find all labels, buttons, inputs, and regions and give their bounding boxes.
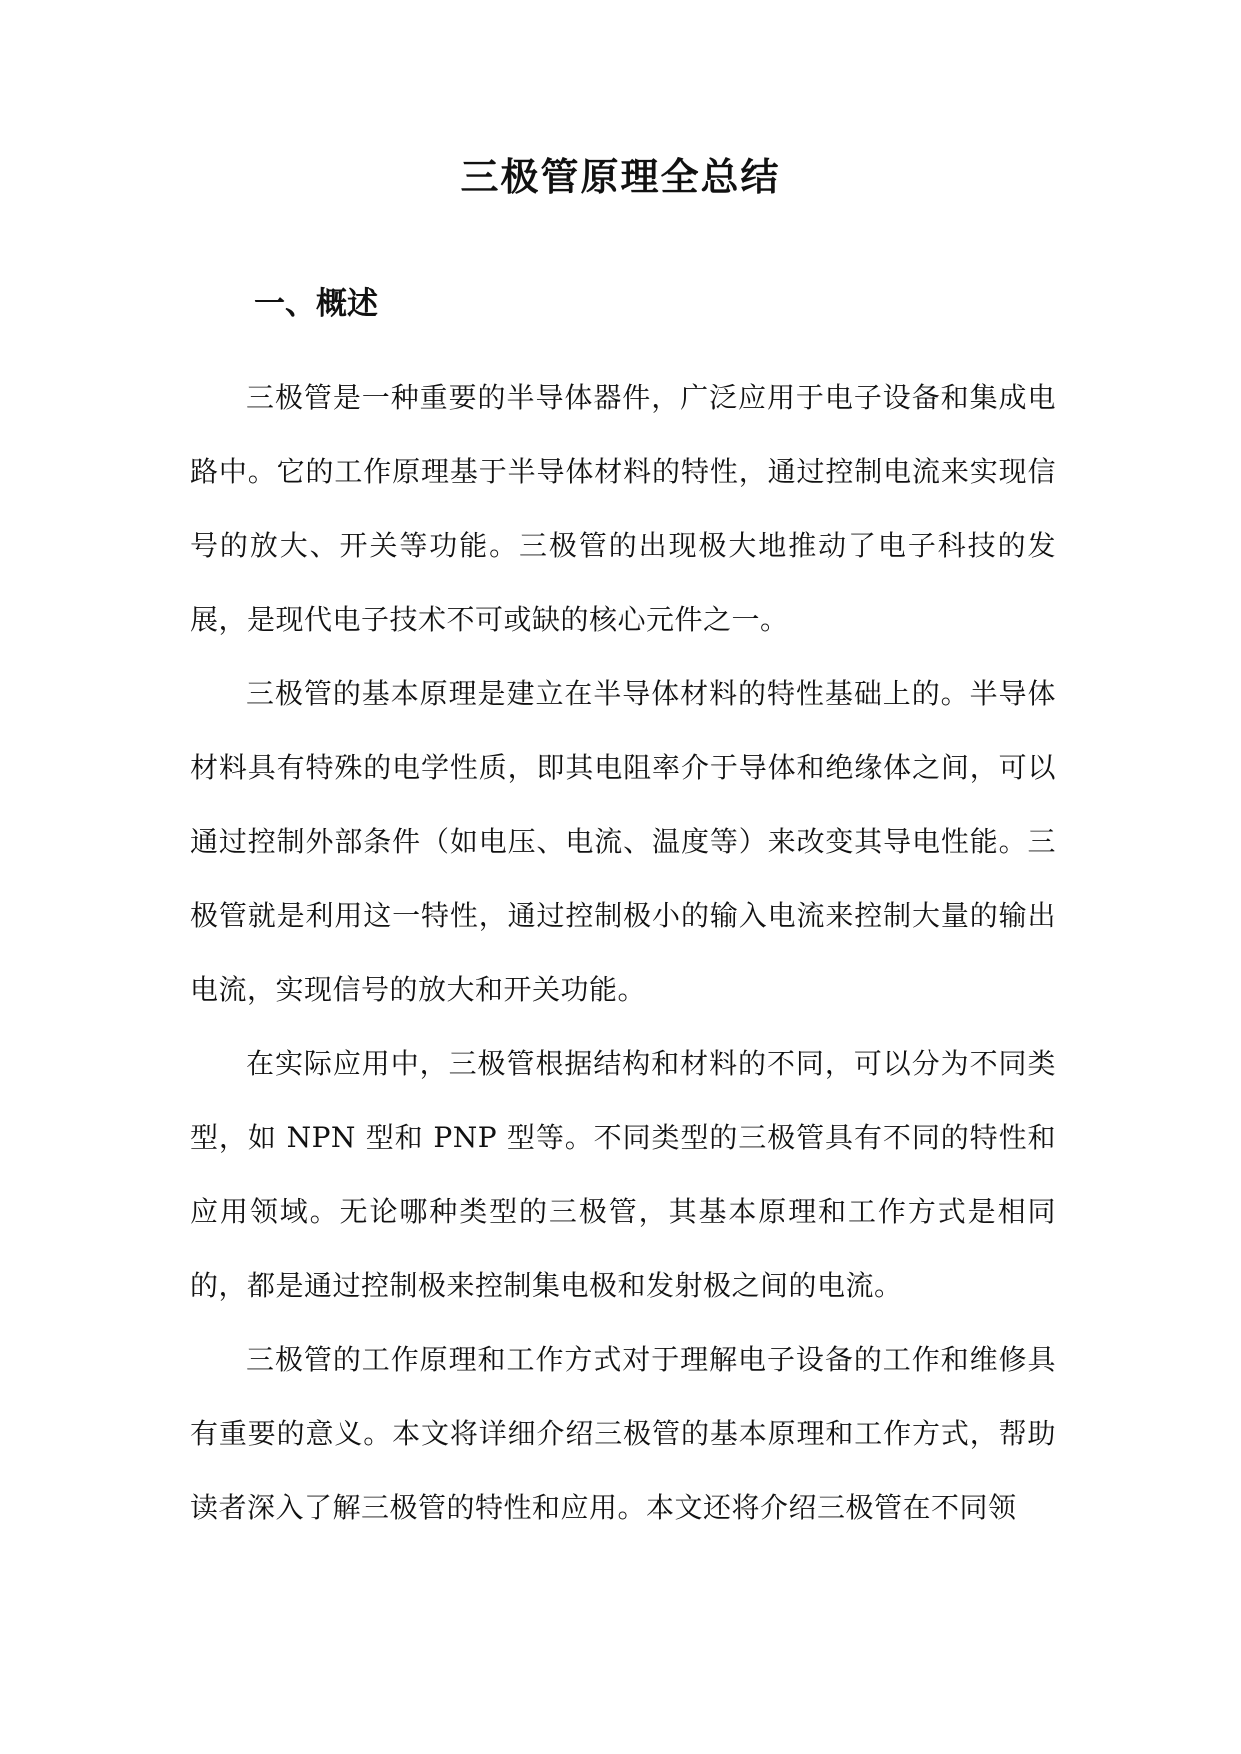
- section-heading-overview: 一、概述: [254, 286, 378, 322]
- paragraph-2: 三极管的基本原理是建立在半导体材料的特性基础上的。半导体材料具有特殊的电学性质，即其电阻率介于导体和绝缘体之间，可以通过控制外部条件（如电压、电流、温度等）来改变其导电性能。三极管就是利用这一特性，通过控制极小的输入电流来控制大量的输出电流，实现信号的放大和开关功能。: [190, 677, 1056, 1006]
- paragraph-1: 三极管是一种重要的半导体器件，广泛应用于电子设备和集成电路中。它的工作原理基于半导体材料的特性，通过控制电流来实现信号的放大、开关等功能。三极管的出现极大地推动了电子科技的发展，是现代电子技术不可或缺的核心元件之一。: [190, 381, 1056, 636]
- section-body: [190, 361, 1056, 1545]
- document-title: 三极管原理全总结: [460, 154, 781, 199]
- paragraph-3: 在实际应用中，三极管根据结构和材料的不同，可以分为不同类型，如 NPN 型和 PNP 型等。不同类型的三极管具有不同的特性和应用领域。无论哪种类型的三极管，其基本原理和工作方式是相同的，都是通过控制极来控制集电极和发射极之间的电流。: [190, 1047, 1056, 1302]
- paragraph-4: 三极管的工作原理和工作方式对于理解电子设备的工作和维修具有重要的意义。本文将详细介绍三极管的基本原理和工作方式，帮助读者深入了解三极管的特性和应用。本文还将介绍三极管在不同领: [190, 1343, 1056, 1524]
